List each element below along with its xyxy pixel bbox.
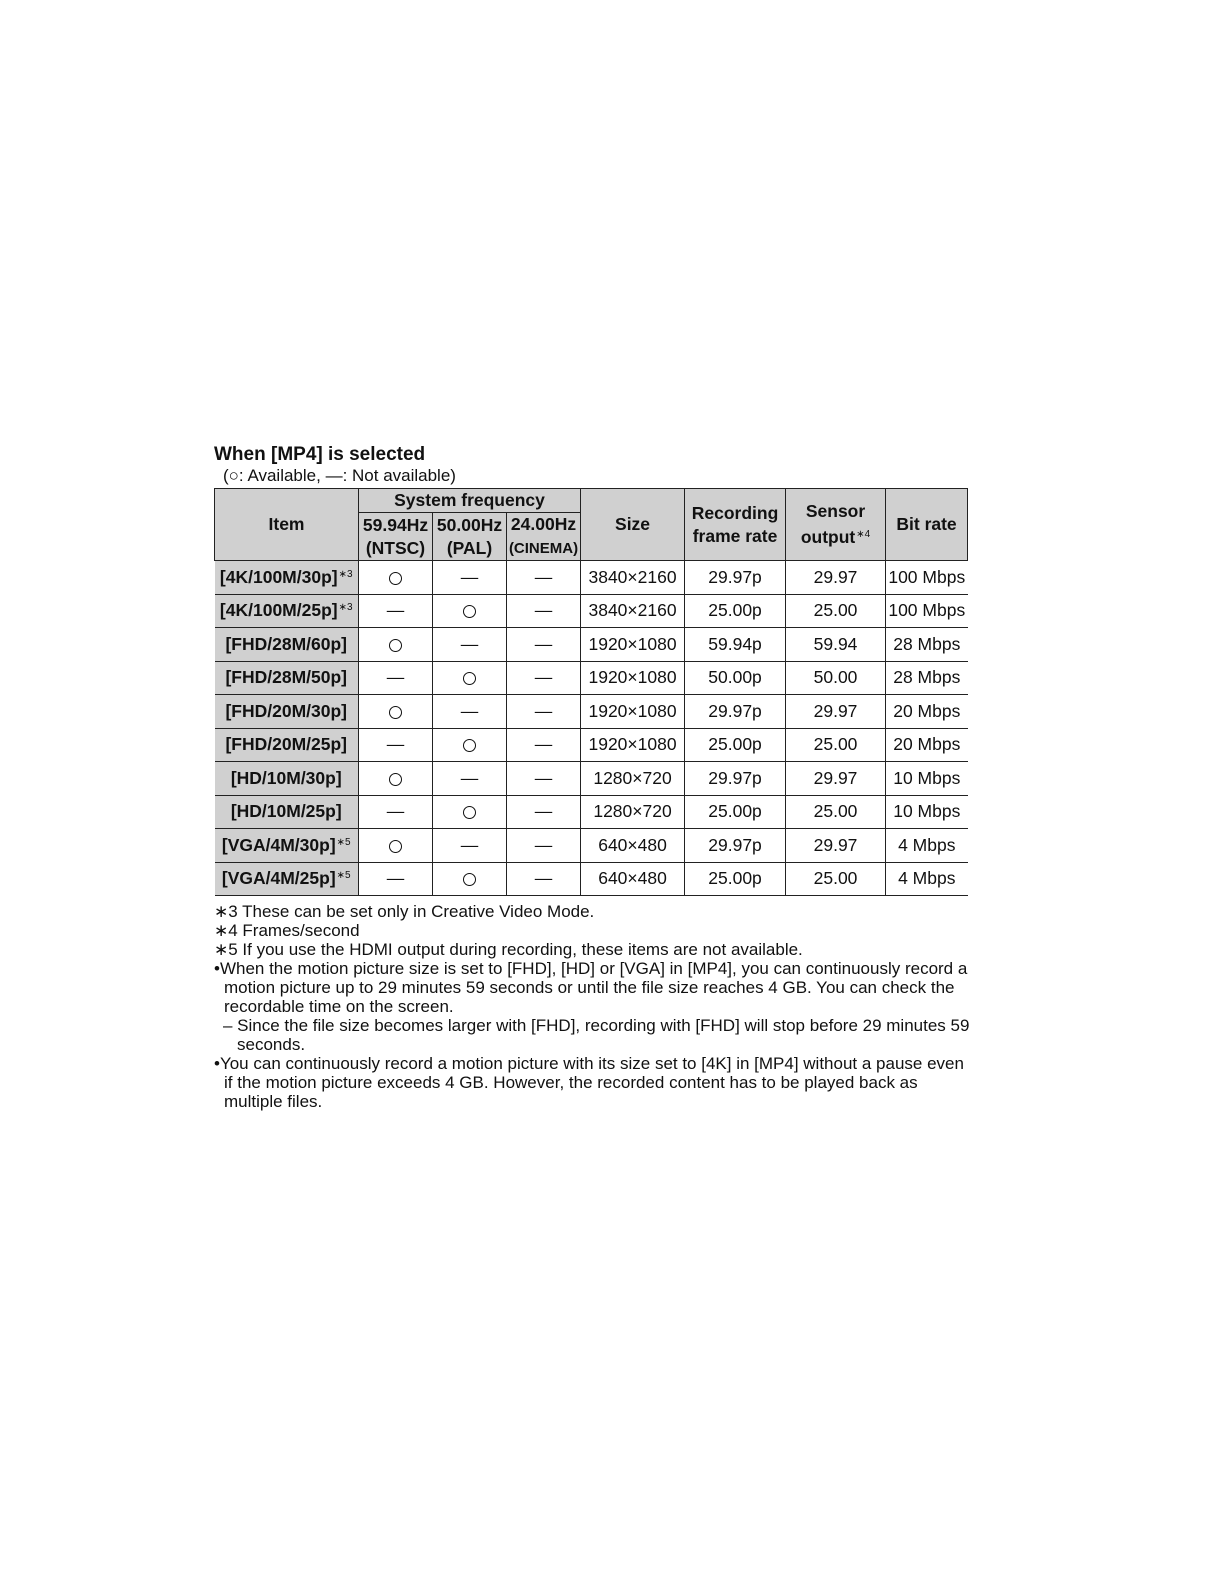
row-size: 3840×2160 (581, 561, 685, 595)
row-size: 1280×720 (581, 762, 685, 796)
not-available-icon: — (507, 661, 581, 695)
table-row (215, 561, 968, 595)
not-available-icon: — (433, 561, 507, 595)
legend: (○: Available, —: Not available) (223, 466, 456, 485)
available-icon (433, 862, 507, 896)
row-frame-rate: 29.97p (685, 829, 786, 863)
row-bit-rate: 4 Mbps (886, 829, 968, 863)
footnote-5: ∗5 If you use the HDMI output during recording, these items are not available. (214, 940, 803, 959)
row-item: [FHD/28M/60p] (215, 628, 359, 662)
notes (214, 902, 970, 1111)
row-item: $[4K/100M/30p]^{∗3}$ (215, 561, 359, 595)
row-item: [FHD/20M/30p] (215, 695, 359, 729)
table-row (215, 628, 968, 662)
available-icon (433, 594, 507, 628)
not-available-icon: — (433, 695, 507, 729)
row-bit-rate: 100 Mbps (886, 561, 968, 595)
table-row (215, 695, 968, 729)
header-freq-ntsc: 59.94Hz (NTSC) (359, 513, 433, 561)
row-bit-rate: 10 Mbps (886, 795, 968, 829)
row-sensor-output: 25.00 (786, 594, 886, 628)
row-frame-rate: 59.94p (685, 628, 786, 662)
footnote-4: ∗4 Frames/second (214, 921, 360, 940)
row-frame-rate: 50.00p (685, 661, 786, 695)
row-item: [FHD/28M/50p] (215, 661, 359, 695)
available-icon (359, 561, 433, 595)
row-size: 1280×720 (581, 795, 685, 829)
not-available-icon: — (433, 829, 507, 863)
bullet-fhd-note: – Since the file size becomes larger with [FHD], recording with [FHD] will stop before 29 minutes 59 seconds. (223, 1016, 970, 1054)
row-item: [HD/10M/25p] (215, 795, 359, 829)
row-size: 640×480 (581, 829, 685, 863)
row-size: 1920×1080 (581, 661, 685, 695)
table-row (215, 829, 968, 863)
row-sensor-output: 25.00 (786, 862, 886, 896)
available-icon (433, 661, 507, 695)
header-freq-cinema: 24.00Hz (CINEMA) (507, 513, 581, 561)
available-icon (359, 829, 433, 863)
header-freq-pal: 50.00Hz (PAL) (433, 513, 507, 561)
not-available-icon: — (359, 594, 433, 628)
available-icon (359, 762, 433, 796)
mp4-section (214, 444, 970, 1111)
row-bit-rate: 4 Mbps (886, 862, 968, 896)
row-frame-rate: 25.00p (685, 594, 786, 628)
row-item: $[VGA/4M/30p]^{∗5}$ (215, 829, 359, 863)
table-row (215, 795, 968, 829)
not-available-icon: — (507, 862, 581, 896)
not-available-icon: — (507, 695, 581, 729)
row-frame-rate: 25.00p (685, 728, 786, 762)
row-size: 3840×2160 (581, 594, 685, 628)
available-icon (433, 795, 507, 829)
row-bit-rate: 20 Mbps (886, 695, 968, 729)
row-frame-rate: 29.97p (685, 561, 786, 595)
header-sensor-output: Sensor output$^{∗4}$ (786, 489, 886, 561)
available-icon (433, 728, 507, 762)
not-available-icon: — (507, 561, 581, 595)
header-size: Size (581, 489, 685, 561)
row-bit-rate: 10 Mbps (886, 762, 968, 796)
table-row (215, 762, 968, 796)
row-size: 1920×1080 (581, 728, 685, 762)
row-item: $[4K/100M/25p]^{∗3}$ (215, 594, 359, 628)
not-available-icon: — (507, 628, 581, 662)
row-frame-rate: 29.97p (685, 762, 786, 796)
row-sensor-output: 25.00 (786, 795, 886, 829)
row-item: [HD/10M/30p] (215, 762, 359, 796)
row-frame-rate: 25.00p (685, 795, 786, 829)
footnote-3: ∗3 These can be set only in Creative Video Mode. (214, 902, 595, 921)
row-sensor-output: 25.00 (786, 728, 886, 762)
table-row (215, 661, 968, 695)
not-available-icon: — (359, 795, 433, 829)
header-recording-frame-rate: Recording frame rate (685, 489, 786, 561)
not-available-icon: — (433, 628, 507, 662)
row-size: 640×480 (581, 862, 685, 896)
header-item: Item (215, 489, 359, 561)
not-available-icon: — (507, 728, 581, 762)
section-title: When [MP4] is selected (214, 444, 426, 465)
not-available-icon: — (433, 762, 507, 796)
row-sensor-output: 29.97 (786, 762, 886, 796)
not-available-icon: — (507, 594, 581, 628)
row-item: $[VGA/4M/25p]^{∗5}$ (215, 862, 359, 896)
row-bit-rate: 28 Mbps (886, 628, 968, 662)
not-available-icon: — (507, 762, 581, 796)
table-row (215, 594, 968, 628)
row-sensor-output: 29.97 (786, 695, 886, 729)
row-sensor-output: 29.97 (786, 829, 886, 863)
not-available-icon: — (359, 862, 433, 896)
not-available-icon: — (507, 795, 581, 829)
header-bit-rate: Bit rate (886, 489, 968, 561)
table-row (215, 862, 968, 896)
row-item: [FHD/20M/25p] (215, 728, 359, 762)
header-system-frequency: System frequency (359, 489, 581, 513)
mp4-spec-table (214, 488, 968, 896)
row-sensor-output: 59.94 (786, 628, 886, 662)
available-icon (359, 628, 433, 662)
bullet-4k-recording: •You can continuously record a motion picture with its size set to [4K] in [MP4] without a pause even if the motion picture exceeds 4 GB. However, the recorded content has to be played back as multiple files. (214, 1054, 964, 1111)
bullet-continuous-recording: •When the motion picture size is set to [FHD], [HD] or [VGA] in [MP4], you can continuously record a motion picture up to 29 minutes 59 seconds or until the file size reaches 4 GB. You can check the recordable time on the screen. (214, 959, 968, 1016)
not-available-icon: — (359, 661, 433, 695)
row-frame-rate: 25.00p (685, 862, 786, 896)
row-bit-rate: 100 Mbps (886, 594, 968, 628)
not-available-icon: — (507, 829, 581, 863)
row-sensor-output: 50.00 (786, 661, 886, 695)
row-bit-rate: 20 Mbps (886, 728, 968, 762)
table-row (215, 728, 968, 762)
row-size: 1920×1080 (581, 628, 685, 662)
available-icon (359, 695, 433, 729)
row-sensor-output: 29.97 (786, 561, 886, 595)
row-size: 1920×1080 (581, 695, 685, 729)
row-bit-rate: 28 Mbps (886, 661, 968, 695)
row-frame-rate: 29.97p (685, 695, 786, 729)
not-available-icon: — (359, 728, 433, 762)
